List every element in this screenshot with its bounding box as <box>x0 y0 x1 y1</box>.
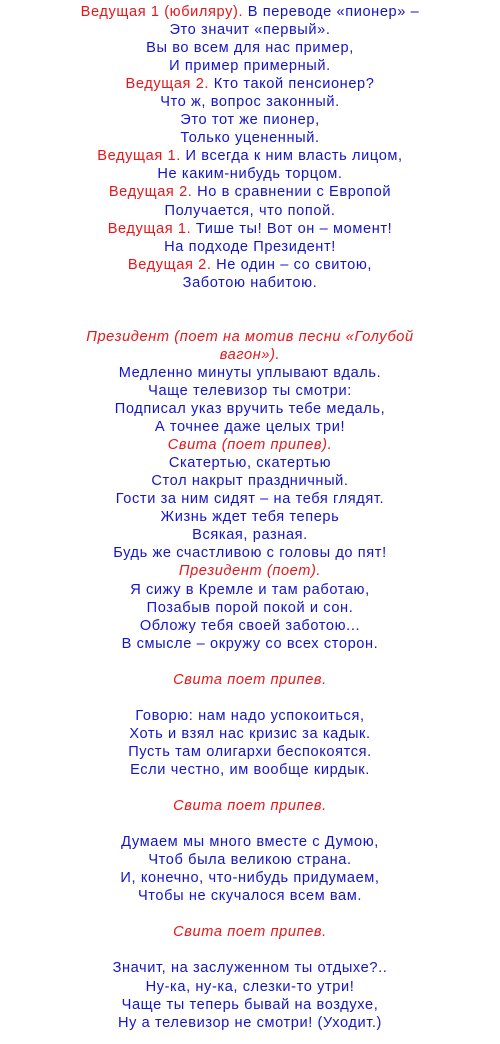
line-text: Заботою набитою. <box>182 274 318 291</box>
intro-line-10 <box>0 165 500 183</box>
intro-line-12 <box>0 202 500 220</box>
intro-line-4 <box>0 57 500 75</box>
stage-direction: вагон»). <box>219 346 281 363</box>
verse-line: Чаще ты теперь бывай на воздухе, <box>121 996 379 1013</box>
intro-line-3 <box>0 39 500 57</box>
song-line: Обложу тебя своей заботою... <box>139 617 361 634</box>
intro-line-16 <box>0 274 500 292</box>
intro-line-13 <box>0 220 500 238</box>
chorus-line: Всякая, разная. <box>192 527 308 544</box>
chorus-note: Свита поет припев. <box>173 924 327 941</box>
intro-dialogue <box>0 3 500 292</box>
line-text: Это значит «первый». <box>169 22 331 39</box>
verse-line: Чтоб была великою страна. <box>148 852 352 869</box>
line-text: Но в сравнении с Европой <box>192 184 392 201</box>
verse-line: Значит, на заслуженном ты отдыхе?.. <box>112 960 388 977</box>
speaker-label: Ведущая 2. <box>127 256 212 273</box>
chorus-line: Будь же счастливою с головы до пят! <box>113 545 387 562</box>
intro-line-7 <box>0 111 500 129</box>
line-text: Только уцененный. <box>180 130 320 147</box>
speaker-label: Ведущая 2. <box>125 76 210 93</box>
speaker-label: Ведущая 1. <box>107 220 192 237</box>
intro-line-5 <box>0 75 500 93</box>
line-text: Вы во всем для нас пример, <box>146 40 354 57</box>
verse-line: Пусть там олигархи беспокоятся. <box>128 743 372 760</box>
intro-line-11 <box>0 183 500 201</box>
verse-line: Ну а телевизор не смотри! (Уходит.) <box>117 1014 383 1031</box>
intro-line-8 <box>0 129 500 147</box>
chorus-line: Жизнь ждет тебя теперь <box>160 509 340 526</box>
line-text: Кто такой пенсионер? <box>209 76 375 93</box>
intro-line-2 <box>0 21 500 39</box>
chorus-line: Стол накрыт праздничный. <box>151 473 349 490</box>
speaker-label: Ведущая 2. <box>108 184 193 201</box>
song-line: В смысле – окружу со всех сторон. <box>121 635 379 652</box>
stage-direction: Свита (поет припев). <box>167 437 333 454</box>
intro-line-1 <box>0 3 500 21</box>
line-text: Не один – со свитою, <box>211 256 373 273</box>
chorus-note: Свита поет припев. <box>173 671 327 688</box>
song-line: Я сижу в Кремле и там работаю, <box>130 581 370 598</box>
stage-direction: Президент (поет на мотив песни «Голубой <box>86 328 414 345</box>
verse-line: Говорю: нам надо успокоиться, <box>135 707 365 724</box>
chorus-line: Гости за ним сидят – на тебя глядят. <box>115 491 385 508</box>
line-text: Не каким-нибудь торцом. <box>157 166 343 183</box>
verse-line: Хоть и взял нас кризис за кадык. <box>129 725 371 742</box>
verse-line: Думаем мы много вместе с Думою, <box>121 834 379 851</box>
verse-4 <box>0 959 500 1031</box>
song-line: Позабыв порой покой и сон. <box>146 599 354 616</box>
song-section <box>0 328 500 653</box>
line-text: Это тот же пионер, <box>180 112 320 129</box>
speaker-label: Ведущая 1. <box>97 148 181 165</box>
intro-line-6 <box>0 93 500 111</box>
song-line: А точнее даже целых три! <box>154 419 346 436</box>
line-text: В переводе «пионер» – <box>243 4 420 20</box>
line-text: Тише ты! Вот он – момент! <box>191 220 393 237</box>
line-text: Получается, что попой. <box>164 202 336 219</box>
song-line: Чаще телевизор ты смотри: <box>148 382 352 399</box>
line-text: И пример примерный. <box>169 58 331 75</box>
verse-3 <box>0 833 500 905</box>
chorus-line: Скатертью, скатертью <box>168 455 332 472</box>
song-line: Медленно минуты уплывают вдаль. <box>118 364 382 381</box>
line-text: Что ж, вопрос законный. <box>160 94 340 111</box>
intro-line-14 <box>0 238 500 256</box>
verse-line: Чтобы не скучалося всем вам. <box>137 888 363 905</box>
chorus-note: Свита поет припев. <box>173 798 327 815</box>
verse-2 <box>0 707 500 779</box>
intro-line-9 <box>0 147 500 165</box>
stage-direction: Президент (поет). <box>178 563 322 580</box>
verse-line: Ну-ка, ну-ка, слезки-то утри! <box>145 978 355 995</box>
intro-line-15 <box>0 256 500 274</box>
line-text: И всегда к ним власть лицом, <box>180 148 403 165</box>
song-line: Подписал указ вручить тебе медаль, <box>114 401 386 418</box>
line-text: На подходе Президент! <box>164 238 336 255</box>
verse-line: И, конечно, что-нибудь придумаем, <box>120 870 380 887</box>
verse-line: Если честно, им вообще кирдык. <box>130 761 370 778</box>
speaker-label: Ведущая 1 (юбиляру). <box>80 4 244 20</box>
